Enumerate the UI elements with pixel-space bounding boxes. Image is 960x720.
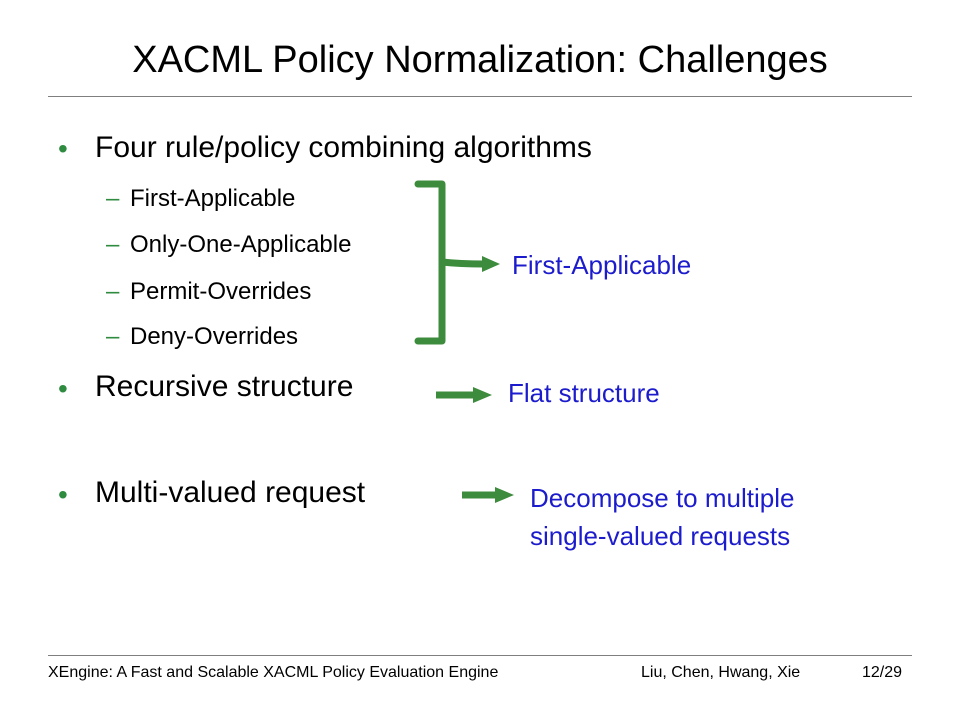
footer-page-number: 12/29 [862,664,903,681]
curly-brace-icon [418,184,442,341]
footer-divider [48,655,912,656]
sub-item-only-one-applicable: Only-One-Applicable [130,231,352,258]
arrow-right-icon [462,487,514,503]
arrow-right-icon [436,387,492,403]
sub-marker: – [106,185,120,212]
bullet-marker: • [58,373,68,404]
sub-item-deny-overrides: Deny-Overrides [130,323,299,350]
slide-title: XACML Policy Normalization: Challenges [132,39,828,81]
sub-marker: – [106,231,120,258]
footer-authors: Liu, Chen, Hwang, Xie [641,664,801,681]
sub-marker: – [106,278,120,305]
sub-item-permit-overrides: Permit-Overrides [130,278,312,305]
bullet-multi-valued-request: Multi-valued request [95,476,366,509]
bullet-marker: • [58,133,68,164]
bullet-recursive-structure: Recursive structure [95,370,354,403]
result-decompose-line1: Decompose to multiple [530,483,795,513]
bullet-marker: • [58,479,68,510]
sub-marker: – [106,323,120,350]
footer-title: XEngine: A Fast and Scalable XACML Policy Evaluation Engine [48,664,499,681]
arrow-right-icon [442,256,500,272]
result-decompose-line2: single-valued requests [530,521,791,551]
sub-item-first-applicable: First-Applicable [130,185,296,212]
result-first-applicable: First-Applicable [512,250,692,280]
bullet-combining-algorithms: Four rule/policy combining algorithms [95,131,592,164]
result-flat-structure: Flat structure [508,378,660,408]
